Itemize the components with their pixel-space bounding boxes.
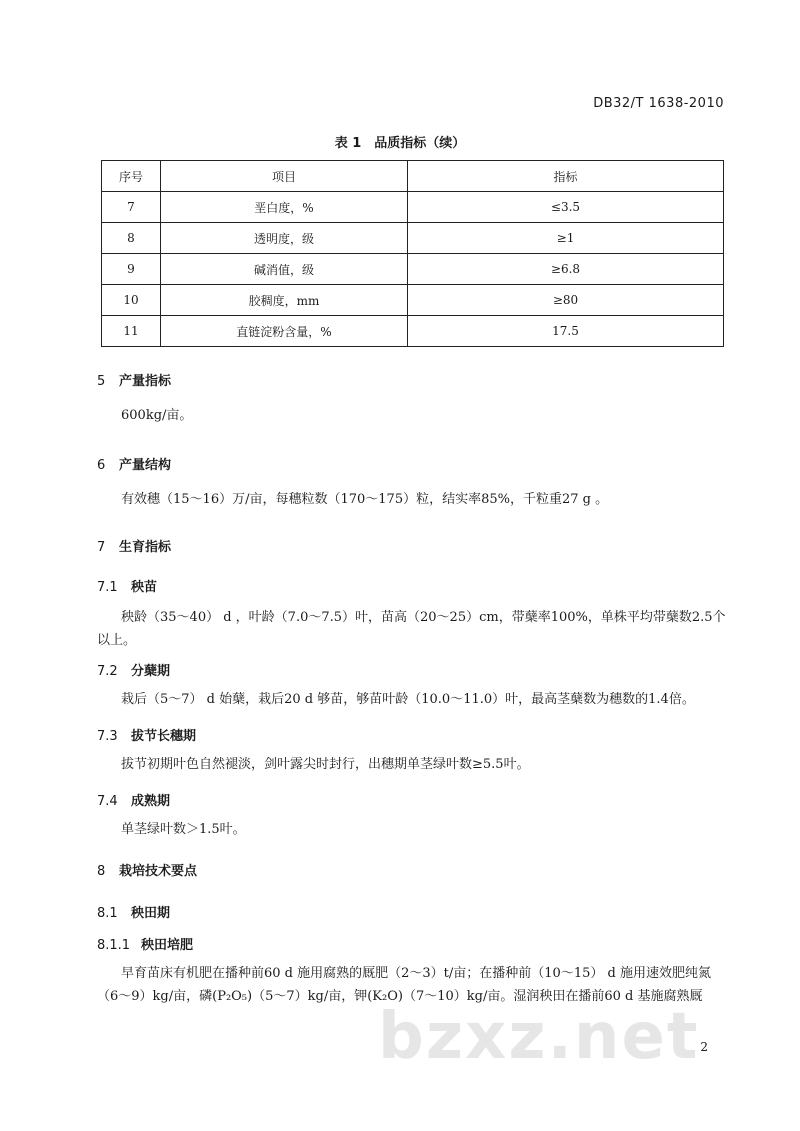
table-cell-item: 碱消值，级 bbox=[161, 254, 408, 285]
table-row bbox=[102, 254, 724, 285]
table-cell-number: 7 bbox=[102, 192, 161, 223]
section-7-1-text: 秧龄（35～40） d ，叶龄（7.0～7.5）叶，苗高（20～25）cm，带蘖率100%，单株平均带蘖数2.5个以上。 bbox=[97, 610, 726, 648]
section-number: 8.1.1 bbox=[97, 938, 131, 953]
section-title: 秧田期 bbox=[131, 906, 171, 921]
section-8-1-1-heading bbox=[97, 934, 193, 953]
section-6-heading bbox=[97, 454, 171, 473]
section-title: 秧田培肥 bbox=[141, 938, 194, 953]
section-title: 产量指标 bbox=[119, 374, 172, 389]
table-cell-number: 8 bbox=[102, 223, 161, 254]
section-title: 产量结构 bbox=[119, 458, 172, 473]
table-row bbox=[102, 192, 724, 223]
section-number: 7.1 bbox=[97, 580, 118, 595]
section-number: 8.1 bbox=[97, 906, 118, 921]
table-cell-index: ≥6.8 bbox=[408, 254, 724, 285]
table-row bbox=[102, 316, 724, 347]
table-cell-item: 透明度，级 bbox=[161, 223, 408, 254]
section-7-3-heading bbox=[97, 725, 196, 744]
section-number: 7.3 bbox=[97, 729, 118, 744]
section-7-4-heading bbox=[97, 790, 170, 809]
section-number: 8 bbox=[97, 864, 106, 879]
quality-index-table bbox=[101, 160, 724, 347]
section-number: 7 bbox=[97, 540, 106, 555]
table-cell-index: 17.5 bbox=[408, 316, 724, 347]
table-cell-number: 9 bbox=[102, 254, 161, 285]
section-6-text: 有效穗（15～16）万/亩，每穗粒数（170～175）粒，结实率85%，千粒重27 g 。 bbox=[121, 492, 609, 507]
table-cell-item: 直链淀粉含量，% bbox=[161, 316, 408, 347]
column-header-item: 项目 bbox=[161, 161, 408, 192]
section-5-text: 600kg/亩。 bbox=[121, 408, 193, 423]
section-number: 6 bbox=[97, 458, 106, 473]
section-7-heading bbox=[97, 536, 171, 555]
table-cell-number: 11 bbox=[102, 316, 161, 347]
table-cell-item: 垩白度，% bbox=[161, 192, 408, 223]
standard-code: DB32/T 1638-2010 bbox=[593, 96, 724, 111]
section-7-4-text: 单茎绿叶数＞1.5叶。 bbox=[121, 822, 246, 837]
watermark: bzxz.net bbox=[378, 1000, 700, 1074]
section-7-2-text: 栽后（5～7） d 始蘖，栽后20 d 够苗，够苗叶龄（10.0～11.0）叶，最高茎蘖数为穗数的1.4倍。 bbox=[121, 692, 695, 707]
table-cell-item: 胶稠度，mm bbox=[161, 285, 408, 316]
section-title: 拔节长穗期 bbox=[131, 729, 197, 744]
table-cell-index: ≥80 bbox=[408, 285, 724, 316]
section-7-1-heading bbox=[97, 576, 157, 595]
section-8-heading bbox=[97, 860, 197, 879]
table-caption: 表 1 品质指标（续） bbox=[334, 136, 466, 151]
section-title: 栽培技术要点 bbox=[119, 864, 198, 879]
section-7-2-heading bbox=[97, 660, 170, 679]
section-title: 秧苗 bbox=[131, 580, 158, 595]
section-title: 成熟期 bbox=[131, 794, 171, 809]
page-number: 2 bbox=[700, 1040, 708, 1054]
section-number: 7.2 bbox=[97, 664, 118, 679]
column-header-index: 指标 bbox=[408, 161, 724, 192]
section-7-3-text: 拔节初期叶色自然褪淡，剑叶露尖时封行，出穗期单茎绿叶数≥5.5叶。 bbox=[121, 757, 530, 772]
table-cell-index: ≤3.5 bbox=[408, 192, 724, 223]
table-cell-number: 10 bbox=[102, 285, 161, 316]
section-title: 生育指标 bbox=[119, 540, 172, 555]
table-row bbox=[102, 285, 724, 316]
table-cell-index: ≥1 bbox=[408, 223, 724, 254]
section-number: 7.4 bbox=[97, 794, 118, 809]
section-5-heading bbox=[97, 370, 171, 389]
column-header-number: 序号 bbox=[102, 161, 161, 192]
table-row bbox=[102, 223, 724, 254]
table-header-row bbox=[102, 161, 724, 192]
section-8-1-heading bbox=[97, 902, 170, 921]
section-number: 5 bbox=[97, 374, 106, 389]
section-8-1-1-text: 早育苗床有机肥在播种前60 d 施用腐熟的厩肥（2～3）t/亩；在播种前（10～15） d 施用速效肥纯氮（6～9）kg/亩，磷(P₂O₅)（5～7）kg/亩，钾(K₂O)（7～10）kg/亩。湿润秧田在播前60 d 基施腐熟厩 bbox=[97, 966, 711, 1004]
section-title: 分蘖期 bbox=[131, 664, 171, 679]
